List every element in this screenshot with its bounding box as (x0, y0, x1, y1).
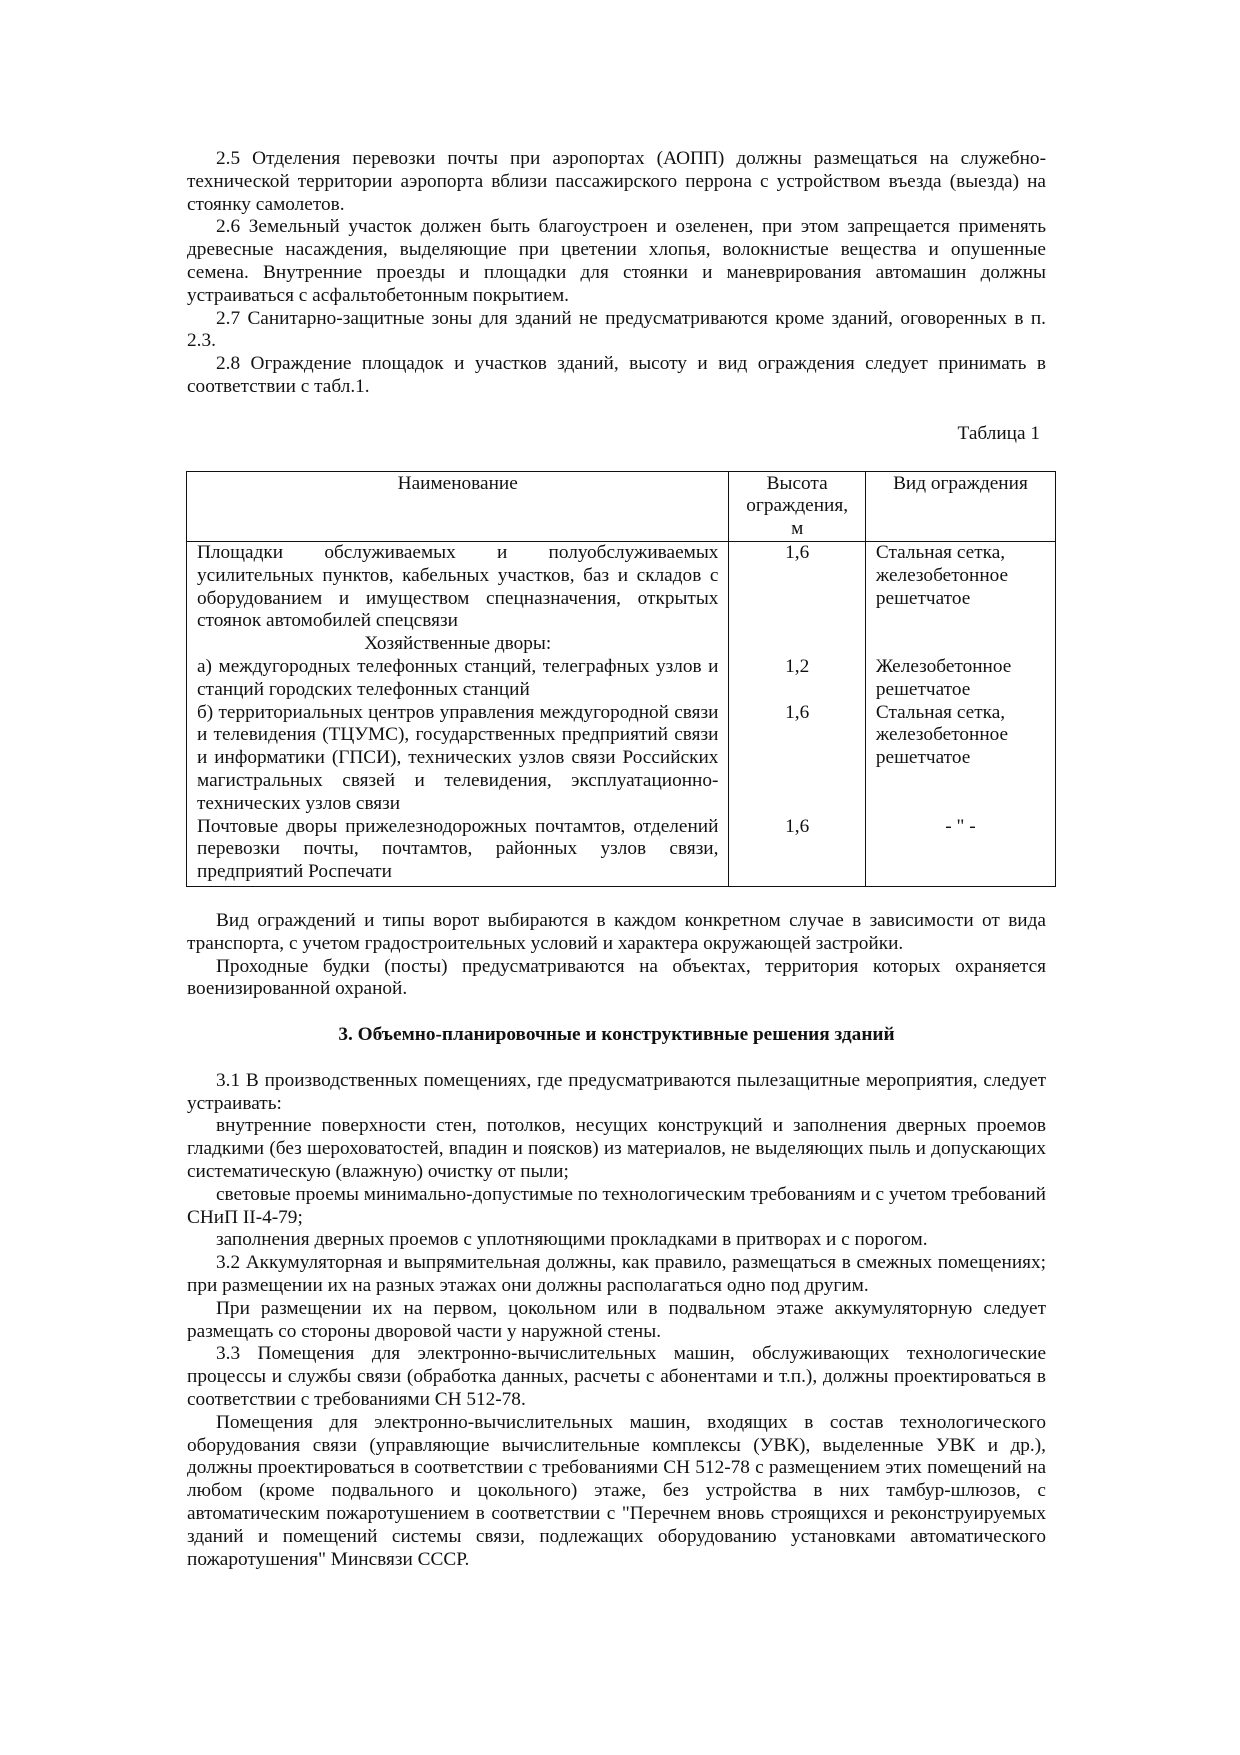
row-kind (865, 633, 1055, 656)
row-name: б) территориальных центров управления междугородной связи и телевидения (ТЦУМС), государственных предприятий связи и информатики (ГПСИ), технических узлов связи Российских магистральных связей и телевидения, эксплуатационно-технических узлов связи (187, 702, 729, 816)
document-page (187, 148, 1046, 1571)
header-kind: Вид ограждения (865, 471, 1055, 541)
table-row (187, 816, 1056, 887)
paragraph-3-3-computers: Помещения для электронно-вычислительных машин, входящих в состав технологического оборудования связи (управляющие вычислительные комплексы (УВК), выделенные УВК и др.), должны проектироваться в соответствии с требованиями СН 512-78 с размещением этих помещений на любом (кроме подвального и цокольного) этаже, без устройства в них тамбур-шлюзов, с автоматическим пожаротушением в соответствии с "Перечнем вновь строящихся и реконструируемых зданий и помещений системы связи, подлежащих оборудованию установками автоматического пожаротушения" Минсвязи СССР. (187, 1411, 1046, 1570)
fence-table (186, 471, 1056, 887)
paragraph-3-1: 3.1 В производственных помещениях, где предусматриваются пылезащитные мероприятия, следует устраивать: (187, 1069, 1046, 1114)
header-height: Высота ограждения, м (729, 471, 865, 541)
paragraph-3-1-walls: внутренние поверхности стен, потолков, несущих конструкций и заполнения дверных проемов гладкими (без шероховатостей, впадин и поясков) из материалов, не выделяющих пыль и допускающих систематическую (влажную) очистку от пыли; (187, 1115, 1046, 1183)
paragraph-3-1-windows: световые проемы минимально-допустимые по технологическим требованиям и с учетом требований СНиП II-4-79; (187, 1183, 1046, 1228)
row-name: а) междугородных телефонных станций, телеграфных узлов и станций городских телефонных станций (187, 656, 729, 702)
paragraph-fence-types: Вид ограждений и типы ворот выбираются в каждом конкретном случае в зависимости от вида транспорта, с учетом градостроительных условий и характера окружающей застройки. (187, 909, 1046, 954)
paragraph-2-7: 2.7 Санитарно-защитные зоны для зданий не предусматриваются кроме зданий, оговоренных в п. 2.3. (187, 307, 1046, 352)
row-kind: Стальная сетка, железобетонное решетчатое (865, 702, 1055, 816)
table-header-row (187, 471, 1056, 541)
table-row (187, 541, 1056, 633)
row-height: 1,6 (729, 816, 865, 887)
paragraph-3-2: 3.2 Аккумуляторная и выпрямительная должны, как правило, размещаться в смежных помещениях; при размещении их на разных этажах они должны располагаться одно под другим. (187, 1252, 1046, 1297)
header-name: Наименование (187, 471, 729, 541)
row-height (729, 633, 865, 656)
row-kind: Стальная сетка, железобетонное решетчатое (865, 541, 1055, 633)
table-row (187, 633, 1056, 656)
table-row (187, 702, 1056, 816)
paragraph-3-2-placement: При размещении их на первом, цокольном или в подвальном этаже аккумуляторную следует размещать со стороны дворовой части у наружной стены. (187, 1297, 1046, 1342)
paragraph-2-8: 2.8 Ограждение площадок и участков зданий, высоту и вид ограждения следует принимать в соответствии с табл.1. (187, 353, 1046, 397)
after-table-text (187, 910, 1046, 1001)
row-height: 1,6 (729, 541, 865, 633)
row-kind: - " - (865, 816, 1055, 887)
row-name: Хозяйственные дворы: (187, 633, 729, 656)
table-row (187, 656, 1056, 702)
paragraph-guard-booths: Проходные будки (посты) предусматриваются на объектах, территория которых охраняется военизированной охраной. (187, 955, 1046, 1000)
table-caption: Таблица 1 (957, 422, 1040, 444)
paragraph-3-1-doors: заполнения дверных проемов с уплотняющими прокладками в притворах и с порогом. (216, 1229, 928, 1251)
paragraph-3-3: 3.3 Помещения для электронно-вычислительных машин, обслуживающих технологические процессы и службы связи (обработка данных, расчеты с абонентами и т.п.), должны проектироваться в соответствии с требованиями СН 512-78. (187, 1343, 1046, 1411)
paragraph-2-5: 2.5 Отделения перевозки почты при аэропортах (АОПП) должны размещаться на служебно-технической территории аэропорта вблизи пассажирского перрона с устройством въезда (выезда) на стоянку самолетов. (187, 148, 1046, 215)
row-kind: Железобетонное решетчатое (865, 656, 1055, 702)
paragraph-2-6: 2.6 Земельный участок должен быть благоустроен и озеленен, при этом запрещается применять древесные насаждения, выделяющие при цветении хлопья, волокнистые вещества и опушенные семена. Внутренние проезды и площадки для стоянки и маневрирования автомашин должны устраиваться с асфальтобетонным покрытием. (187, 216, 1046, 306)
section-heading: 3. Объемно-планировочные и конструктивные решения зданий (338, 1024, 895, 1046)
row-height: 1,2 (729, 656, 865, 702)
row-name: Площадки обслуживаемых и полуобслуживаемых усилительных пунктов, кабельных участков, баз и складов с оборудованием и имуществом спецназначения, открытых стоянок автомобилей спецсвязи (187, 541, 729, 633)
row-name: Почтовые дворы прижелезнодорожных почтамтов, отделений перевозки почты, почтамтов, районных узлов связи, предприятий Роспечати (187, 816, 729, 887)
row-height: 1,6 (729, 702, 865, 816)
